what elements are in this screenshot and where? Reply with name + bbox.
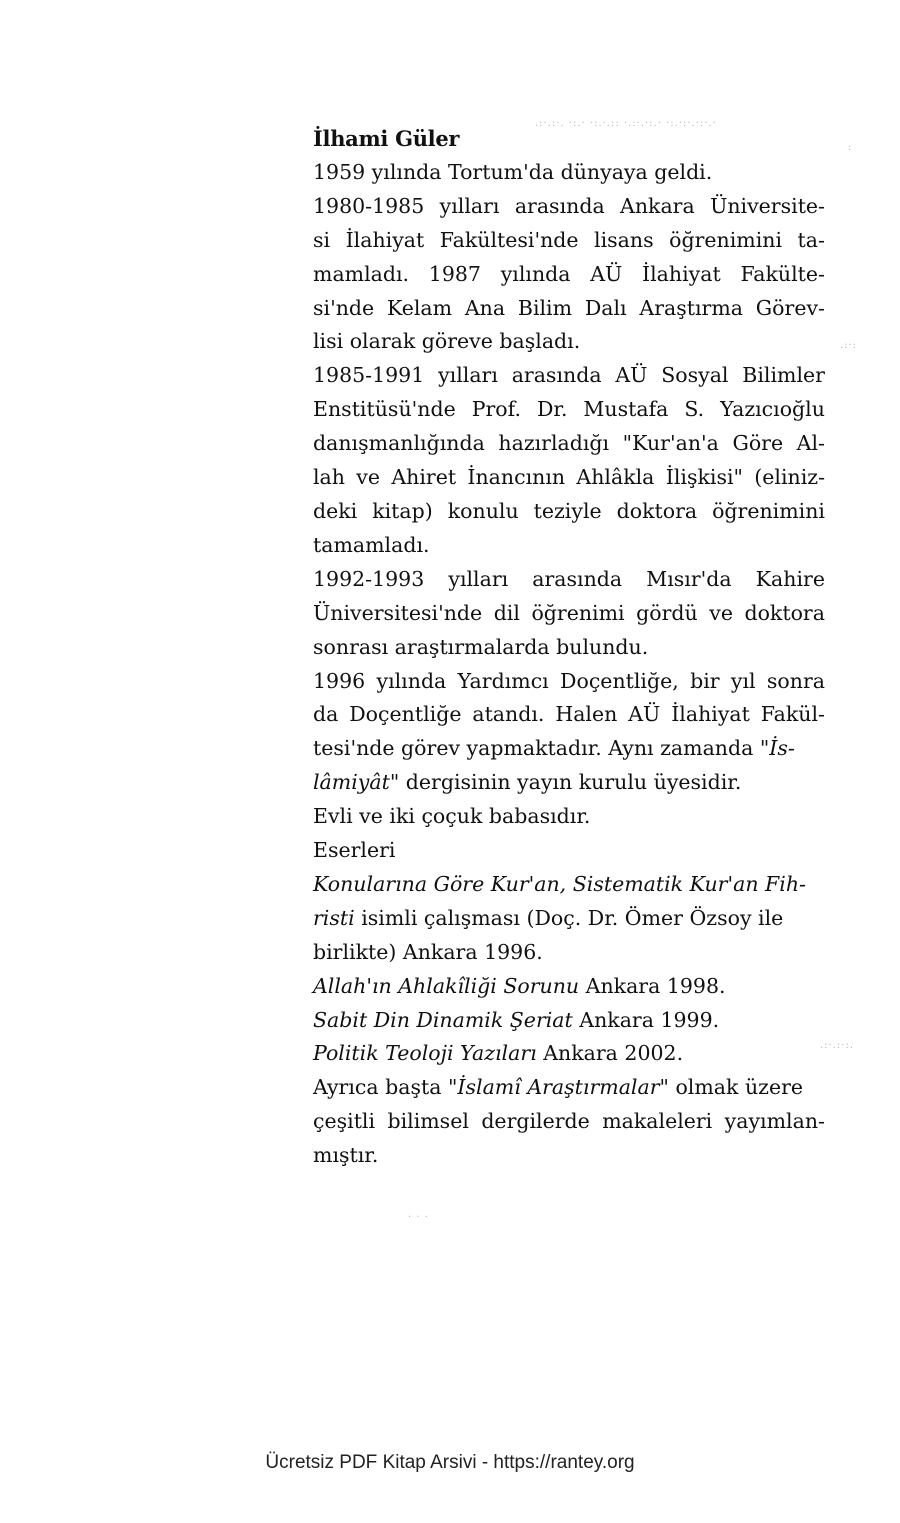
word: lisans: [594, 227, 654, 252]
text-line: [313, 698, 825, 732]
author-name: İlhami Güler: [313, 126, 460, 151]
word: Sosyal: [661, 363, 729, 388]
text-line: [313, 766, 825, 800]
word: öğrenimini: [669, 227, 783, 252]
bio-career-paragraph: [313, 665, 825, 801]
word: Halen: [555, 702, 618, 727]
bio-family: Evli ve iki çoçuk babasıdır.: [313, 804, 591, 829]
word: Bilimler: [742, 363, 825, 388]
work-item-4: [313, 1037, 825, 1071]
word: da: [313, 702, 339, 727]
word: bir: [690, 668, 720, 693]
word: İlahiyat: [345, 227, 425, 252]
word: Dalı: [584, 295, 627, 320]
word: Yardımcı: [457, 668, 549, 693]
word: AÜ: [628, 702, 661, 727]
word: si: [313, 227, 331, 252]
word: "Kur'an'a: [622, 431, 719, 456]
scan-noise-right-1: :: [848, 142, 853, 153]
word: 1985-1991: [313, 363, 425, 388]
word: sonra: [766, 668, 825, 693]
text-line: [313, 597, 825, 631]
word: Ahiret: [391, 465, 457, 490]
text-line: [313, 732, 825, 766]
word: si'nde: [313, 295, 375, 320]
word: İlişkisi": [665, 465, 743, 490]
work-item-2: [313, 970, 825, 1004]
word: Araştırma: [639, 295, 744, 320]
word: teziyle: [533, 498, 602, 523]
bio-doctorate-paragraph: [313, 359, 825, 562]
work-item-5: [313, 1071, 825, 1173]
text-segment: dergisinin yayın kurulu üyesidir.: [399, 770, 742, 795]
journal-name-end: lâmiyât": [313, 770, 400, 795]
work-publication: Ankara 2002.: [536, 1041, 684, 1066]
journal-name-start: "İs-: [759, 736, 795, 761]
word: Fakül-: [760, 702, 825, 727]
word: konulu: [447, 498, 519, 523]
word: makaleleri: [602, 1109, 713, 1134]
text-line: [313, 359, 825, 393]
word: Mısır'da: [646, 566, 732, 591]
word: danışmanlığında: [313, 431, 485, 456]
scan-noise-top: .:·.:·. ·:.· ·:.·.:: ·.:·.·:.· ·:.·:·.·:·.·: [535, 118, 717, 129]
word: İlahiyat: [642, 261, 721, 286]
word: Kahire: [755, 566, 825, 591]
word: deki: [313, 498, 358, 523]
word: doktora: [616, 498, 698, 523]
word: S.: [684, 397, 705, 422]
scan-noise-bottom: · · ·: [408, 1212, 429, 1223]
text-line: [313, 224, 825, 258]
work-title-end: risti: [313, 905, 355, 930]
text-line: [313, 665, 825, 699]
word: Fakültesi'nde: [439, 227, 579, 252]
text-segment: Ayrıca başta ": [313, 1075, 458, 1100]
word: AÜ: [590, 261, 623, 286]
footer-watermark: Ücretsiz PDF Kitap Arsivi - https://rantey.org: [265, 1452, 635, 1473]
word: İlahiyat: [671, 702, 750, 727]
text-line: [313, 427, 825, 461]
bio-undergrad-paragraph: [313, 190, 825, 360]
work-title: Allah'ın Ahlakîliği Sorunu: [313, 973, 580, 998]
text-segment: " olmak üzere: [659, 1075, 804, 1100]
word: yayımlan-: [724, 1109, 825, 1134]
word: atandı.: [472, 702, 545, 727]
word: AÜ: [615, 363, 648, 388]
word: çeşitli: [313, 1109, 376, 1134]
word: (eliniz-: [754, 465, 825, 490]
word: arasında: [532, 566, 623, 591]
text-line: [313, 1105, 825, 1139]
word: arasında: [514, 193, 605, 218]
word: Ana: [464, 295, 506, 320]
word: Enstitüsü'nde: [313, 397, 456, 422]
work-title: Politik Teoloji Yazıları: [313, 1041, 537, 1066]
word: 1980-1985: [313, 193, 425, 218]
work-item-1: [313, 868, 825, 970]
author-bio-block: [313, 122, 825, 1173]
text-line: [313, 495, 825, 529]
word: ve: [709, 600, 733, 625]
text-line: [313, 292, 825, 326]
work-title: Sabit Din Dinamik Şeriat: [313, 1007, 573, 1032]
text-line: [313, 258, 825, 292]
work-publication: Ankara 1999.: [572, 1007, 720, 1032]
text-line: lisi olarak göreve başladı.: [313, 329, 581, 354]
word: Üniversitesi'nde: [313, 600, 483, 625]
word: 1992-1993: [313, 566, 425, 591]
work-item-3: [313, 1004, 825, 1038]
word: Dr.: [536, 397, 568, 422]
word: Görev-: [755, 295, 825, 320]
text-line: [313, 190, 825, 224]
word: dil: [493, 600, 520, 625]
word: Doçentliğe,: [560, 668, 679, 693]
journal-name: İslamî Araştırmalar: [457, 1075, 660, 1100]
word: kitap): [372, 498, 433, 523]
text-segment: tesi'nde görev yapmaktadır. Aynı zamanda: [313, 736, 754, 761]
word: gördü: [636, 600, 698, 625]
word: 1996: [313, 668, 366, 693]
word: Bilim: [517, 295, 573, 320]
text-line: [313, 1071, 825, 1105]
text-line: sonrası araştırmalarda bulundu.: [313, 634, 649, 659]
word: arasında: [511, 363, 602, 388]
word: mamladı.: [313, 261, 410, 286]
text-segment: isimli çalışması (Doç. Dr. Ömer Özsoy ile: [354, 905, 784, 930]
word: yılları: [439, 193, 500, 218]
word: Prof.: [471, 397, 522, 422]
word: Fakülte-: [740, 261, 825, 286]
word: dergilerde: [481, 1109, 590, 1134]
word: Ahlâkla: [576, 465, 655, 490]
word: yılları: [438, 363, 498, 388]
word: öğrenimi: [531, 600, 625, 625]
word: Doçentliğe: [349, 702, 462, 727]
text-line: [313, 563, 825, 597]
word: doktora: [744, 600, 825, 625]
text-line: [313, 461, 825, 495]
bio-cairo-paragraph: [313, 563, 825, 665]
text-line: [313, 902, 825, 936]
word: Ankara: [620, 193, 695, 218]
word: yılında: [500, 261, 571, 286]
word: hazırladığı: [498, 431, 610, 456]
text-line: mıştır.: [313, 1143, 379, 1168]
word: ve: [356, 465, 381, 490]
word: lah: [313, 465, 345, 490]
word: Mustafa: [583, 397, 669, 422]
word: Göre: [732, 431, 784, 456]
word: Al-: [796, 431, 825, 456]
works-heading: Eserleri: [313, 838, 396, 863]
word: Üniversite-: [710, 193, 825, 218]
word: Kelam: [386, 295, 453, 320]
word: öğrenimini: [712, 498, 825, 523]
word: 1987: [428, 261, 481, 286]
word: yılları: [448, 566, 509, 591]
work-title: Konularına Göre Kur'an, Sistematik Kur'an Fih-: [313, 871, 806, 896]
scan-noise-right-2: .:·:: [840, 340, 858, 351]
text-line: tamamladı.: [313, 532, 430, 557]
word: yılında: [376, 668, 447, 693]
text-line: birlikte) Ankara 1996.: [313, 939, 543, 964]
word: bilimsel: [387, 1109, 469, 1134]
word: İnancının: [467, 465, 566, 490]
word: ta-: [797, 227, 825, 252]
word: Yazıcıoğlu: [720, 397, 825, 422]
word: yıl: [730, 668, 756, 693]
scan-noise-right-3: .:·.:·:.: [820, 1040, 855, 1051]
bio-birth: 1959 yılında Tortum'da dünyaya geldi.: [313, 159, 713, 184]
work-publication: Ankara 1998.: [579, 973, 726, 998]
text-line: [313, 393, 825, 427]
